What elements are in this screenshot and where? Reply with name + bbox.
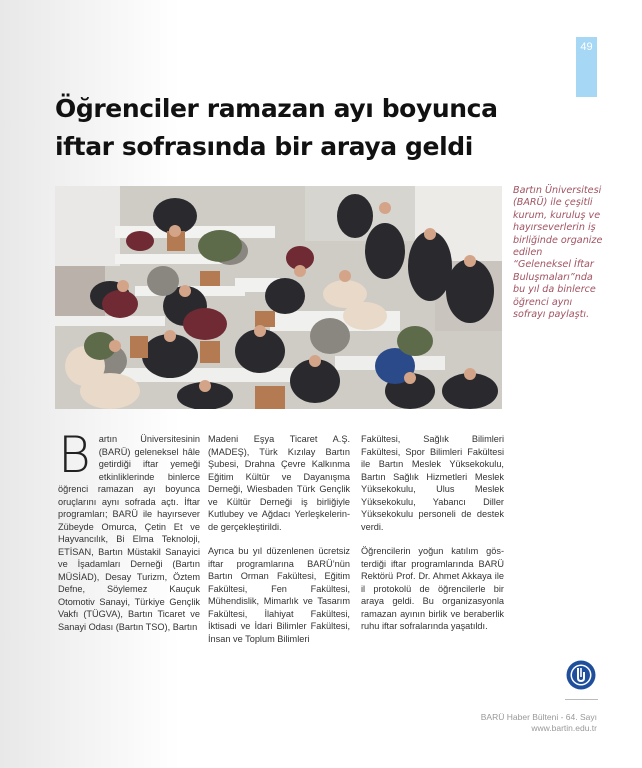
university-seal-icon xyxy=(566,660,596,690)
article-paragraph: Ayrıca bu yıl düzenlenen ücretsiz iftar programlarına BARÜ’nün Bartın Orman Fakültesi, Eğitim Fakültesi, Fen Fakültesi, Mühendislik, Mimarlık ve Tasarım Fakültesi, İlahiyat Fakültesi, İktisadi ve İdari Bilimler Fakültesi, İnsan ve Toplum Bilimleri xyxy=(208,546,350,644)
headline-line-2: iftar sofrasında bir araya geldi xyxy=(55,132,473,161)
headline-line-1: Öğrenciler ramazan ayı boyunca xyxy=(55,94,498,123)
article-column-2 xyxy=(208,433,350,657)
article-column-1 xyxy=(58,426,200,633)
article-column-3 xyxy=(361,433,504,645)
drop-cap: B xyxy=(58,426,91,484)
article-text-col1: artın Üniversitesinin (BARÜ) geleneksel hâle getirdiği iftar yemeği etkinliklerinde binlerce öğrenci ramazan ayı boyunca oruçlarını aynı sofrada açtı. İftar programları; BARÜ ile hayırsever Zübeyde Omurca, Çetin Et ve Hayvancılık, Bi Elma Teknoloji, ETİSAN, Bartın Müstakil Sanayici ve İşadamları Derneği (Bartın MÜSİAD), Desay Turizm, Öztem Defne, Söylemez Kauçuk Otomotiv Sanayi, Türkiye Gençlik Vakfı (TÜGVA), Bartın Ticaret ve Sanayi Odası (Bartın TSO), Bartın xyxy=(58,434,200,632)
page-footer xyxy=(481,712,597,734)
article-paragraph: Fakültesi, Sağlık Bilimleri Fakültesi, Spor Bilimleri Fakültesi ile Bartın Meslek Yüksekokulu, Bartın Sağlık Hizmetleri Meslek Yüksekokulu, Ulus Meslek Yüksekokulu, Yabancı Diller Yüksekokulu personeli de destek verdi. xyxy=(361,434,504,532)
article-paragraph: Madeni Eşya Ticaret A.Ş. (MADEŞ), Türk Kızılay Bartın Şubesi, Drahna Çevre Kalkınma Eğitim Kültür ve Dayanışma Derneği, Wiesbaden Türk Gençlik ve Kültür Derneği iş birliğiyle Kutlubey ve Ağdacı Yerleşkelerinde gerçekleştirildi. xyxy=(208,434,350,532)
photo-caption: Bartın Üniversitesi (BARÜ) ile çeşitli kurum, kuruluş ve hayırseverlerin iş birliğinde organize edilen “Geleneksel İftar Buluşmaları”nda bu yıl da binlerce öğrenci aynı sofrayı paylaştı. xyxy=(513,185,603,321)
footer-website: www.bartin.edu.tr xyxy=(531,723,597,733)
footer-divider xyxy=(565,699,598,700)
university-logo xyxy=(566,660,596,690)
page-number-tab xyxy=(576,37,597,97)
iftar-crowd-photo xyxy=(55,186,502,409)
headline xyxy=(55,90,535,166)
article-photo xyxy=(55,186,502,409)
page-number: 49 xyxy=(580,41,593,53)
footer-publication: BARÜ Haber Bülteni - 64. Sayı xyxy=(480,712,597,722)
article-paragraph: Öğrencilerin yoğun katılım gösterdiği iftar programlarında BARÜ Rektörü Prof. Dr. Ahmet Akkaya ile il protokolü de öğrencilerle bir araya geldi. Bu organizasyonla ramazan ayının birlik ve beraberlik ruhu iftar sofralarında yaşatıldı. xyxy=(361,546,504,631)
